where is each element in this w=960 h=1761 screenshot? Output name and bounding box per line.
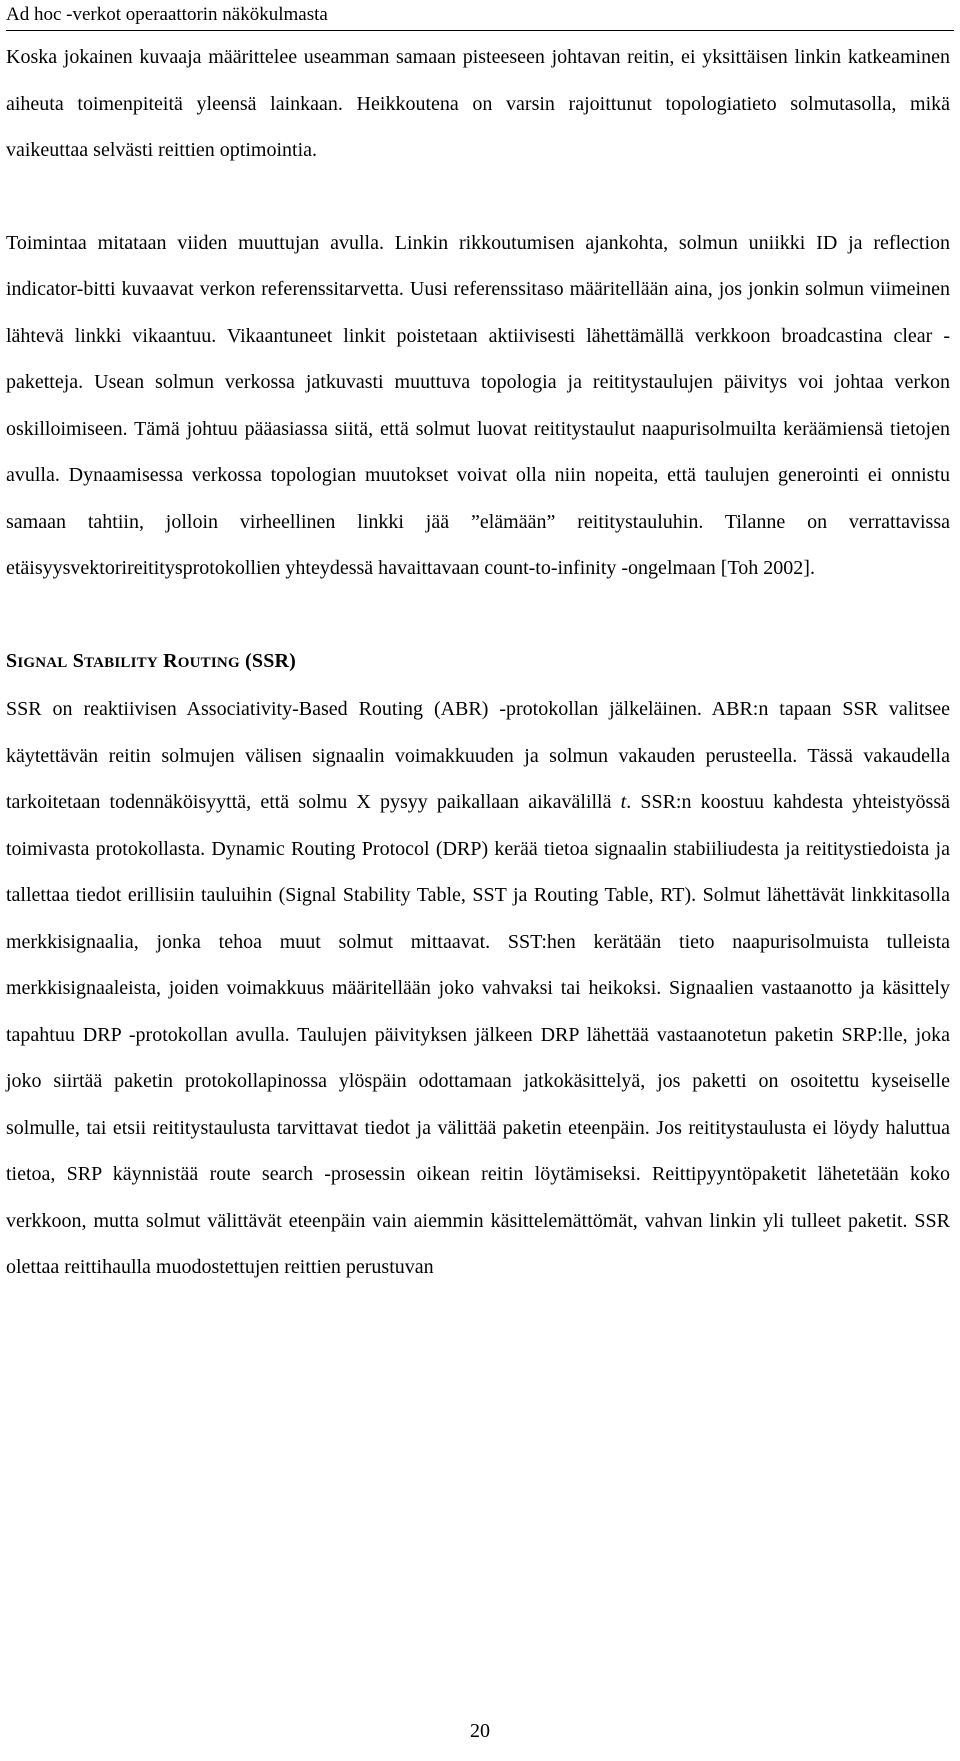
paragraph-topology: Koska jokainen kuvaaja määrittelee useamman samaan pisteeseen johtavan reitin, ei yksittäisen linkin katkeaminen aiheuta toimenpiteitä yleensä lainkaan. Heikkoutena on varsin rajoittunut topologiatieto solmutasolla, mikä vaikeuttaa selvästi reittien optimointia. [6,46,950,161]
heading-word-stability: STABILITY [72,649,158,672]
page-body [6,34,950,1291]
heading-word-signal: SIGNAL [6,649,68,672]
page-number: 20 [470,1720,490,1742]
running-header [6,2,954,31]
heading-word-routing: ROUTING [163,649,240,672]
paragraph-ssr-description [6,686,950,1291]
paragraph-variables: Toimintaa mitataan viiden muuttujan avulla. Linkin rikkoutumisen ajankohta, solmun uniikki ID ja reflection indicator-bitti kuvaavat verkon referenssitarvetta. Uusi referenssitaso määritellään aina, jos jonkin solmun viimeinen lähtevä linkki vikaantuu. Vikaantuneet linkit poistetaan aktiivisesti lähettämällä verkkoon broadcastina clear -paketteja. Usean solmun verkossa jatkuvasti muuttuva topologia ja reititystaulujen päivitys voi johtaa verkon oskilloimiseen. Tämä johtuu pääasiassa siitä, että solmut luovat reititystaulut naapurisolmuilta keräämiensä tietojen avulla. Dynaamisessa verkossa topologian muutokset voivat olla niin nopeita, että taulujen generointi ei onnistu samaan tahtiin, jolloin virheellinen linkki jää ”elämään” reititystauluhin. Tilanne on verrattavissa etäisyysvektorireititysprotokollien yhteydessä havaittavaan count-to-infinity -ongelmaan [Toh 2002]. [6,231,950,579]
paragraph-gap [6,592,950,638]
ssr-italic-t: t [620,791,627,813]
ssr-text-part-2: . SSR:n koostuu kahdesta yhteistyössä toimivasta protokollasta. Dynamic Routing Protocol (DRP) kerää tietoa signaalin stabiiliudesta ja reititystiedoista ja tallettaa tiedot erillisiin tauluihin (Signal Stability Table, SST ja Routing Table, RT). Solmut lähettävät linkkitasolla merkkisignaalia, jonka tehoa muut solmut mittaavat. SST:hen kerätään tieto naapurisolmuista tulleista merkkisignaaleista, joiden voimakkuus määritellään joko vahvaksi tai heikoksi. Signaalien vastaanotto ja käsittely tapahtuu DRP -protokollan avulla. Taulujen päivityksen jälkeen DRP lähettää vastaanotetun paketin SRP:lle, joka joko siirtää paketin protokollapinossa ylöspäin odottamaan jatkokäsittelyä, jos paketti on osoitettu kyseiselle solmulle, tai etsii reititystaulusta tarvittavat tiedot ja välittää paketin eteenpäin. Jos reititystaulusta ei löydy haluttua tietoa, SRP käynnistää route search -prosessin oikean reitin löytämiseksi. Reittipyyntöpaketit lähetetään koko verkkoon, mutta solmut välittävät eteenpäin vain aiemmin käsittelemättömät, vahvan linkin yli tulleet paketit. SSR olettaa reittihaulla muodostettujen reittien perustuvan [6,791,950,1278]
running-title: Ad hoc -verkot operaattorin näkökulmasta [6,4,328,25]
heading-suffix: (SSR) [245,649,297,672]
ssr-text-part-1: SSR on reaktiivisen Associativity-Based Routing (ABR) -protokollan jälkeläinen. ABR:n tapaan SSR valitsee käytettävän reitin solmujen välisen signaalin voimakkuuden ja solmun vakauden perusteella. Tässä vakaudella tarkoitetaan todennäköisyyttä, että solmu X pysyy paikallaan aikavälillä [6,698,950,813]
section-heading-ssr [6,638,950,687]
paragraph-gap [6,174,950,220]
